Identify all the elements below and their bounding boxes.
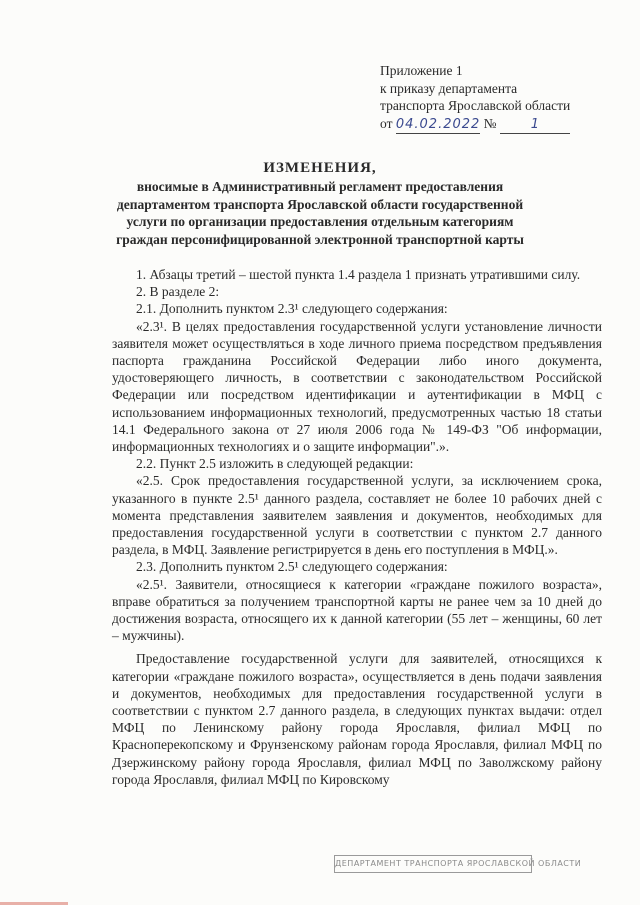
registration-stamp: ДЕПАРТАМЕНТ ТРАНСПОРТА ЯРОСЛАВСКОЙ ОБЛАСТИ [334,855,532,873]
paragraph: Предоставление государственной услуги для заявителей, относящихся к категории «граждане пожилого возраста», осуществляется в день подачи заявления и документов, необходимых для предоставления государственной услуги в соответствии с пунктом 2.7 данного раздела, в следующих пунктах выдачи: отдел МФЦ по Ленинскому району города Ярославля, филиал МФЦ по Красноперекопскому и Фрунзенскому районам города Ярославля, филиал МФЦ по Дзержинскому району города Ярославля, филиал МФЦ по Заволжскому району города Ярославля, филиал МФЦ по Кировскому [112,651,602,787]
paragraph: 2. В разделе 2: [136,284,220,300]
paragraph: 2.3. Дополнить пунктом 2.5¹ следующего содержания: [136,559,448,575]
document-body [112,266,602,788]
paragraph: «2.3¹. В целях предоставления государственной услуги установление личности заявителя может осуществляться в ходе личного приема посредством предъявления паспорта гражданина Российской Федерации либо иного документа, удостоверяющего личность, в соответствии с законодательством Российской Федерации или посредством идентификации и аутентификации в МФЦ с использованием информационных технологий, предусмотренных частью 18 статьи 14.1 Федерального закона от 27 июля 2006 года № 149-ФЗ "Об информации, информационных технологиях и о защите информации".». [112,318,602,455]
handwritten-number: 1 [500,116,570,135]
appendix-header [380,62,620,134]
appendix-line-2: к приказу департамента [380,80,518,96]
title-subtitle: вносимые в Административный регламент предоставления департаментом транспорта Ярославской области государственной услуги по организации предоставления отдельным категориям граждан персонифицированной электронной транспортной карты [116,179,524,247]
document-title [100,158,540,248]
paragraph: «2.5¹. Заявители, относящиеся к категории «граждане пожилого возраста», вправе обратиться за получением транспортной карты не ранее чем за 10 дней до достижения возраста, относящего их к данной категории (55 лет – женщины, 60 лет – мужчины). [112,576,602,644]
paragraph: 2.2. Пункт 2.5 изложить в следующей редакции: [136,456,414,472]
from-label: от [380,115,393,131]
appendix-line-3: транспорта Ярославской области [380,98,571,113]
number-label: № [483,115,497,131]
title-main: ИЗМЕНЕНИЯ, [263,160,377,176]
paragraph: «2.5. Срок предоставления государственной услуги, за исключением срока, указанного в пункте 2.5¹ данного раздела, составляет не более 10 рабочих дней с момента представления заявителем заявления и документов, необходимых для предоставления государственной услуги в соответствии с пунктом 2.7 данного раздела, в МФЦ. Заявление регистрируется в день его поступления в МФЦ.». [112,473,602,558]
appendix-line-1: Приложение 1 [380,63,463,78]
appendix-date-line [380,115,620,135]
handwritten-date: 04.02.2022 [396,116,480,135]
paragraph: 1. Абзацы третий – шестой пункта 1.4 раздела 1 признать утратившими силу. [136,267,581,282]
paragraph: 2.1. Дополнить пунктом 2.3¹ следующего содержания: [136,301,448,317]
